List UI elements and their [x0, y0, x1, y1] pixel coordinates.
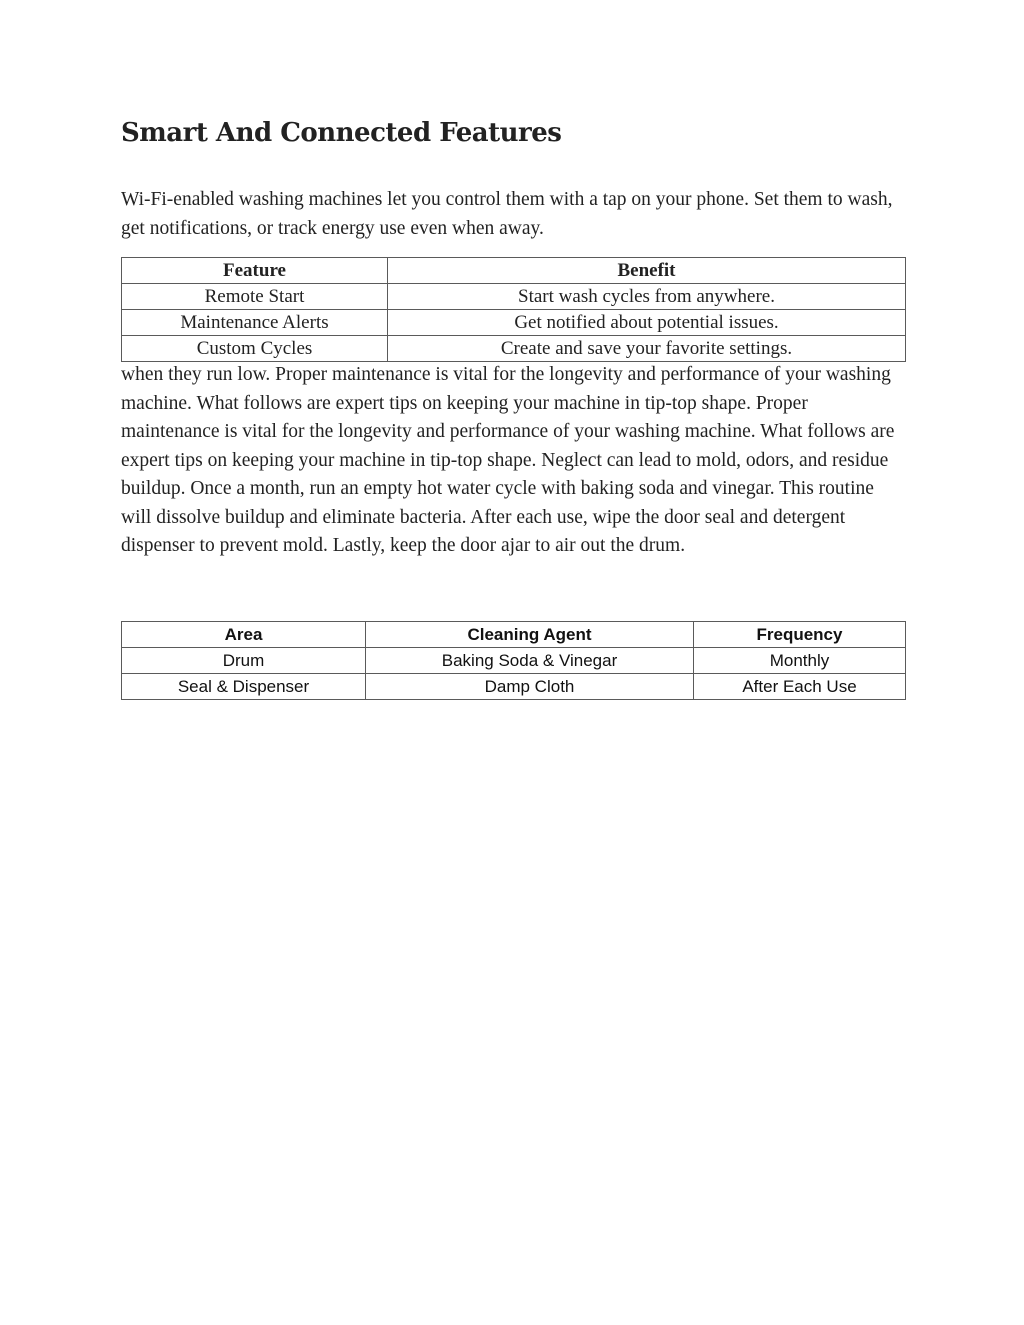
table-header-row — [122, 622, 906, 648]
intro-paragraph: Wi-Fi-enabled washing machines let you control them with a tap on your phone. Set them to wash, get notifications, or track energy use even when away. — [121, 189, 893, 239]
cleaning-agent-cell: Baking Soda & Vinegar — [366, 648, 694, 674]
area-cell: Seal & Dispenser — [122, 674, 366, 700]
benefit-cell: Start wash cycles from anywhere. — [388, 284, 906, 310]
table-row — [122, 336, 906, 362]
maintenance-paragraph: when they run low. Proper maintenance is vital for the longevity and performance of your washing machine. What follows are expert tips on keeping your machine in tip-top shape. Proper maintenance is vital for the longevity and performance of your washing machine. What follows are expert tips on keeping your machine in tip-top shape. Neglect can lead to mold, odors, and residue buildup. Once a month, run an empty hot water cycle with baking soda and vinegar. This routine will dissolve buildup and eliminate bacteria. After each use, wipe the door seal and detergent dispenser to prevent mold. Lastly, keep the door ajar to air out the drum. — [121, 364, 895, 556]
feature-cell: Custom Cycles — [122, 336, 388, 362]
column-header-frequency: Frequency — [694, 622, 906, 648]
table-header-row — [122, 258, 906, 284]
area-cell: Drum — [122, 648, 366, 674]
feature-cell: Remote Start — [122, 284, 388, 310]
benefit-cell: Get notified about potential issues. — [388, 310, 906, 336]
frequency-cell: Monthly — [694, 648, 906, 674]
section-heading: Smart And Connected Features — [121, 118, 562, 148]
table-row — [122, 284, 906, 310]
maintenance-table — [121, 621, 906, 700]
column-header-area: Area — [122, 622, 366, 648]
table-row — [122, 648, 906, 674]
frequency-cell: After Each Use — [694, 674, 906, 700]
column-header-feature: Feature — [122, 258, 388, 284]
table-row — [122, 674, 906, 700]
features-table — [121, 257, 906, 362]
table-row — [122, 310, 906, 336]
column-header-cleaning-agent: Cleaning Agent — [366, 622, 694, 648]
feature-cell: Maintenance Alerts — [122, 310, 388, 336]
column-header-benefit: Benefit — [388, 258, 906, 284]
benefit-cell: Create and save your favorite settings. — [388, 336, 906, 362]
cleaning-agent-cell: Damp Cloth — [366, 674, 694, 700]
